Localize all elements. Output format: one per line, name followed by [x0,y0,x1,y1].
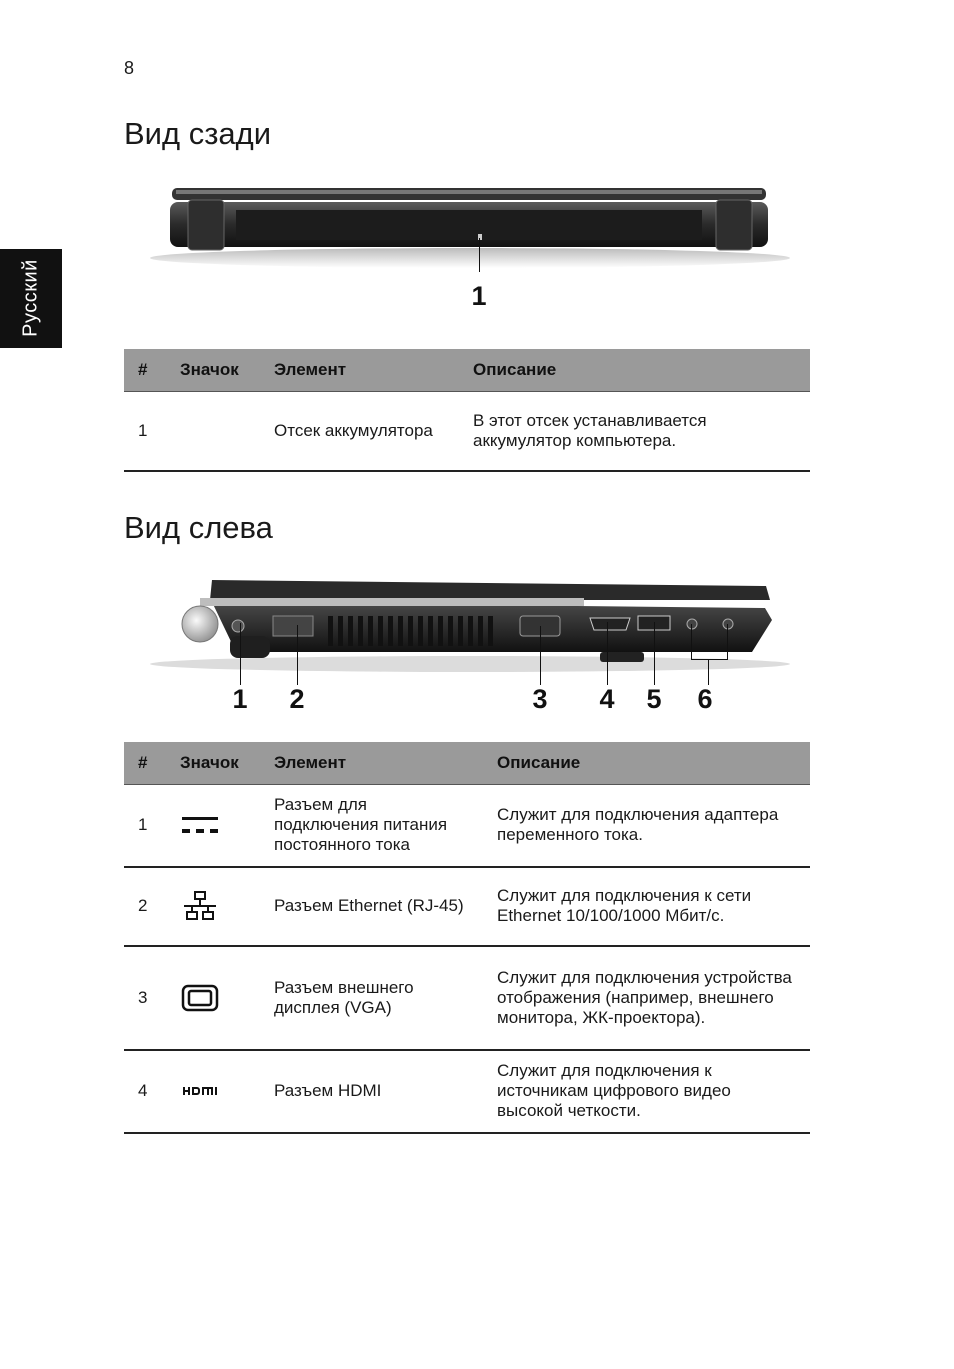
rear-callout-1: 1 [471,281,487,311]
language-tab-label: Русский [19,259,42,337]
table-header [124,742,810,785]
header-description: Описание [459,349,810,392]
row-element: Разъем для подключения питания постоянного тока [260,785,483,867]
row-num: 3 [124,946,166,1050]
callout-line-left-2 [297,625,298,685]
row-icon [166,1050,260,1133]
left-view-title: Вид слева [124,510,273,545]
row-description: Служит для подключения к сети Ethernet 10/100/1000 Мбит/с. [483,867,810,946]
ethernet-icon [180,889,220,923]
callout-line-left-6a [691,624,692,659]
row-element: Отсек аккумулятора [260,392,459,471]
table-row [124,867,810,946]
table-row [124,785,810,867]
left-callout-6: 6 [697,684,713,714]
header-num: # [124,349,166,392]
vga-icon [180,983,220,1013]
language-tab [0,249,62,348]
table-row [124,392,810,471]
header-element: Элемент [260,742,483,785]
callout-bracket-left-6 [691,659,728,660]
row-num: 2 [124,867,166,946]
row-num: 4 [124,1050,166,1133]
row-element: Разъем Ethernet (RJ-45) [260,867,483,946]
rear-view-title: Вид сзади [124,116,272,151]
left-callout-2: 2 [289,684,305,714]
row-description: Служит для подключения к источникам цифрового видео высокой четкости. [483,1050,810,1133]
table-row [124,946,810,1050]
laptop-rear-illustration [140,180,800,270]
table-header [124,349,810,392]
row-num: 1 [124,392,166,471]
hdmi-icon [180,1084,220,1098]
page-number: 8 [124,58,135,78]
callout-line-left-3 [540,626,541,685]
row-icon [166,785,260,867]
left-callout-5: 5 [646,684,662,714]
rear-view-table [124,349,810,472]
callout-line-left-6c [708,659,709,685]
callout-line-rear-1 [479,238,480,272]
row-icon [166,867,260,946]
dc-power-icon [180,813,220,837]
left-view-table [124,742,810,1134]
header-element: Элемент [260,349,459,392]
table-row [124,1050,810,1133]
left-callout-1: 1 [232,684,248,714]
left-callout-3: 3 [532,684,548,714]
callout-line-left-5 [654,622,655,685]
row-description: Служит для подключения адаптера переменного тока. [483,785,810,867]
row-description: В этот отсек устанавливается аккумулятор компьютера. [459,392,810,471]
row-icon [166,946,260,1050]
row-description: Служит для подключения устройства отображения (например, внешнего монитора, ЖК-проектора). [483,946,810,1050]
left-callout-4: 4 [599,684,615,714]
header-description: Описание [483,742,810,785]
laptop-left-illustration [140,572,800,682]
header-num: # [124,742,166,785]
row-element: Разъем внешнего дисплея (VGA) [260,946,483,1050]
row-icon [166,392,260,471]
row-num: 1 [124,785,166,867]
header-icon: Значок [166,742,260,785]
row-element: Разъем HDMI [260,1050,483,1133]
callout-line-left-4 [607,622,608,685]
header-icon: Значок [166,349,260,392]
callout-line-left-6b [727,624,728,659]
callout-line-left-1 [240,623,241,685]
